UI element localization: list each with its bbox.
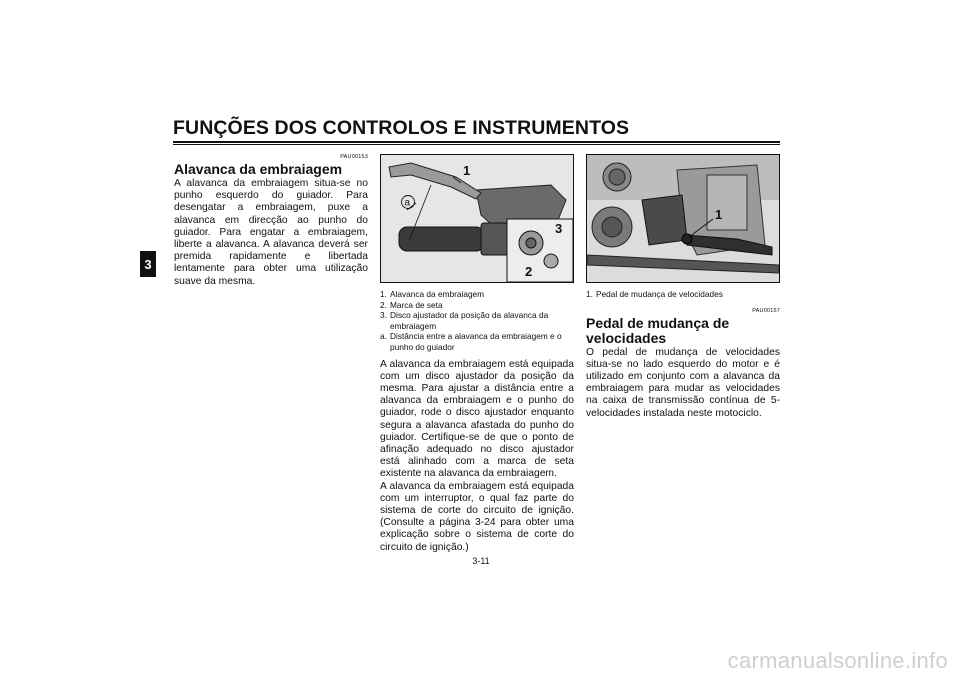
shift-body: O pedal de mudança de velocidades situa-se no lado esquerdo do motor e é utilizado em conjunto com a alavanca da embraiagem para mudar as velocidades na caixa de transmissão contínua de 5-velocidades instalada neste motociclo. bbox=[586, 346, 780, 419]
clutch-heading: Alavanca da embraiagem bbox=[174, 161, 343, 177]
callout-a: a bbox=[404, 197, 411, 209]
clutch-switch-body: A alavanca da embraiagem está equipada com um interruptor, o qual faz parte do sistema de corte do circuito de ignição. (Consulte a página 3-24 para obter uma explicação sobre o sistema de corte do circuito de ignição.) bbox=[380, 480, 574, 553]
callout-2: 2 bbox=[525, 264, 533, 279]
column-shift bbox=[586, 154, 780, 420]
clutch-lever-illustration bbox=[381, 155, 573, 282]
clutch-body: A alavanca da embraiagem situa-se no punho esquerdo do guiador. Para desengatar a embraiagem, puxe a alavanca em direcção ao punho do guiador. Para engatar a embraiagem, liberte a alavanca. A alavanca deverá ser premida rapidamente e libertada lentamente para obter uma utilização suave da mesma. bbox=[174, 178, 368, 287]
callout-1: 1 bbox=[715, 207, 723, 222]
legend-item: 1. Alavanca da embraiagem bbox=[380, 289, 485, 299]
section-code: PAU00153 bbox=[340, 154, 368, 160]
shift-pedal-photo bbox=[586, 154, 780, 283]
clutch-figure-legend bbox=[380, 289, 574, 353]
shift-heading: Pedal de mudança de velocidades bbox=[586, 314, 730, 346]
callout-1: 1 bbox=[463, 163, 471, 178]
section-code: PAU00157 bbox=[752, 307, 780, 314]
clutch-lever-photo bbox=[380, 154, 574, 283]
column-clutch-intro bbox=[174, 154, 368, 288]
shift-figure-legend bbox=[586, 289, 780, 300]
legend-item: 2. Marca de seta bbox=[380, 299, 443, 310]
title-rule-secondary bbox=[173, 144, 780, 145]
legend-item: 1. Pedal de mudança de velocidades bbox=[586, 289, 723, 299]
legend-item: a. Distância entre a alavanca da embraiagem e o punho do guiador bbox=[380, 331, 562, 352]
column-clutch-figure bbox=[380, 154, 574, 554]
callout-3: 3 bbox=[555, 221, 563, 236]
legend-item: 3. Disco ajustador da posição da alavanca da embraiagem bbox=[380, 310, 549, 331]
clutch-adjust-body: A alavanca da embraiagem está equipada com um disco ajustador da posição da mesma. Para ajustar a distância entre a alavanca da embraiagem e o punho do guiador, rode o disco ajustador enquanto segura a alavanca afastada do punho do guiador. Certifique-se de que o ponto de afinação adequado no disco ajustador está alinhado com a marca de seta existente na alavanca da embraiagem. bbox=[380, 358, 574, 480]
page-title: FUNÇÕES DOS CONTROLOS E INSTRUMENTOS bbox=[173, 117, 630, 139]
title-rule bbox=[173, 141, 780, 143]
watermark: carmanualsonline.info bbox=[727, 648, 948, 673]
shift-pedal-illustration bbox=[587, 155, 779, 282]
page-number: 3-11 bbox=[472, 556, 490, 566]
chapter-tab: 3 bbox=[140, 251, 156, 277]
